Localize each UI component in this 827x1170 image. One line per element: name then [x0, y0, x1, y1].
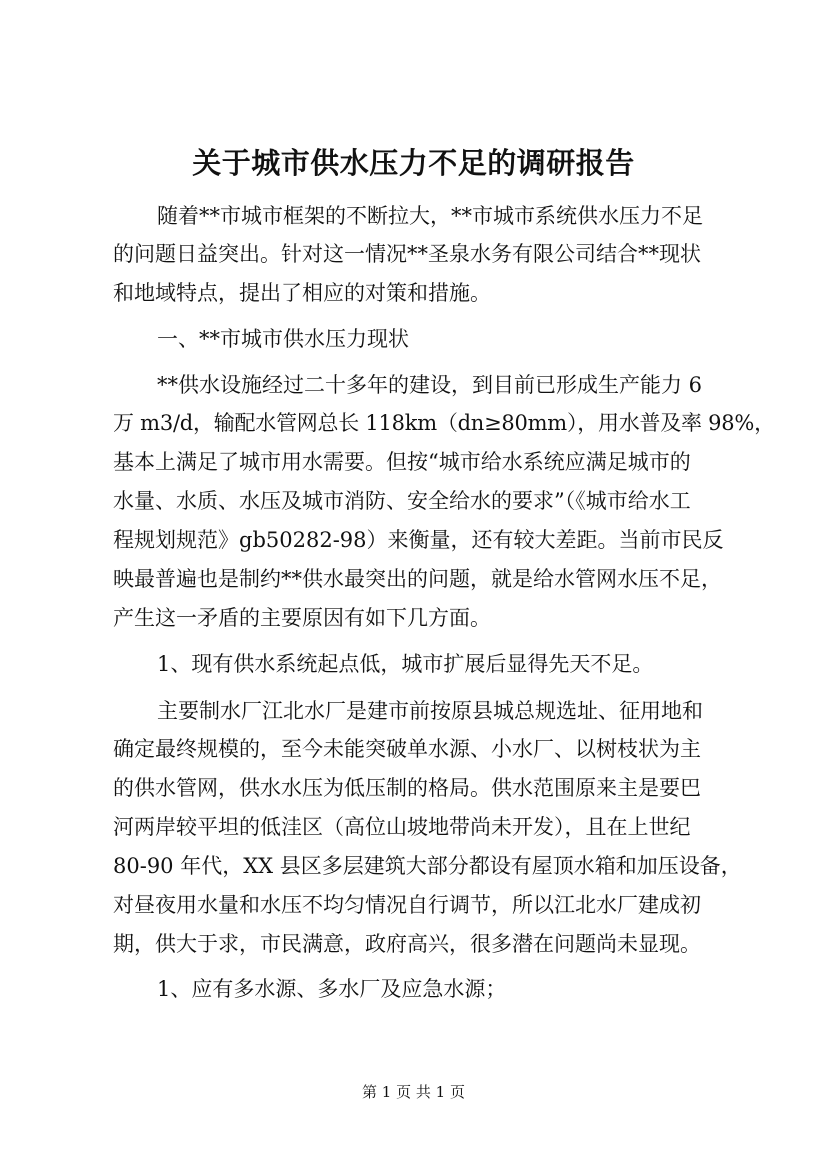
body-line: 的供水管网，供水水压为低压制的格局。供水范围原来主是要巴 [113, 776, 701, 800]
subsection-heading: 1、应有多水源、多水厂及应急水源； [157, 977, 507, 1001]
body-line: 基本上满足了城市用水需要。但按“城市给水系统应满足城市的 [113, 450, 691, 474]
body-line: 水量、水质、水压及城市消防、安全给水的要求”（《城市给水工 [113, 489, 691, 513]
body-line: 产生这一矛盾的主要原因有如下几方面。 [113, 606, 491, 630]
subsection-heading: 1、现有供水系统起点低，城市扩展后显得先天不足。 [157, 652, 654, 676]
body-line: 期，供大于求，市民满意，政府高兴，很多潜在问题尚未显现。 [113, 932, 701, 956]
body-line: 映最普遍也是制约**供水最突出的问题，就是给水管网水压不足， [113, 567, 722, 591]
body-line: 程规划规范》gb50282-98）来衡量，还有较大差距。当前市民反 [113, 528, 724, 552]
body-line: 万 m3/d，输配水管网总长 118km（dn≥80mm），用水普及率 98%， [113, 411, 775, 435]
page-number-footer: 第 1 页 共 1 页 [362, 1083, 465, 1101]
body-line: 80-90 年代，XX 县区多层建筑大部分都设有屋顶水箱和加压设备， [113, 854, 742, 878]
body-line: **供水设施经过二十多年的建设，到目前已形成生产能力 6 [157, 373, 703, 397]
body-line: 随着**市城市框架的不断拉大，**市城市系统供水压力不足 [157, 204, 703, 228]
body-line: 对昼夜用水量和水压不均匀情况自行调节，所以江北水厂建成初 [113, 893, 701, 917]
body-line: 确定最终规模的，至今未能突破单水源、小水厂、以树枝状为主 [113, 737, 701, 761]
section-heading: 一、**市城市供水压力现状 [157, 327, 409, 351]
body-line: 河两岸较平坦的低洼区（高位山坡地带尚未开发），且在上世纪 [113, 815, 691, 839]
body-line: 主要制水厂江北水厂是建市前按原县城总规选址、征用地和 [157, 699, 703, 723]
body-line: 的问题日益突出。针对这一情况**圣泉水务有限公司结合**现状 [113, 242, 701, 266]
body-line: 和地域特点，提出了相应的对策和措施。 [113, 281, 491, 305]
document-title: 关于城市供水压力不足的调研报告 [192, 146, 635, 180]
